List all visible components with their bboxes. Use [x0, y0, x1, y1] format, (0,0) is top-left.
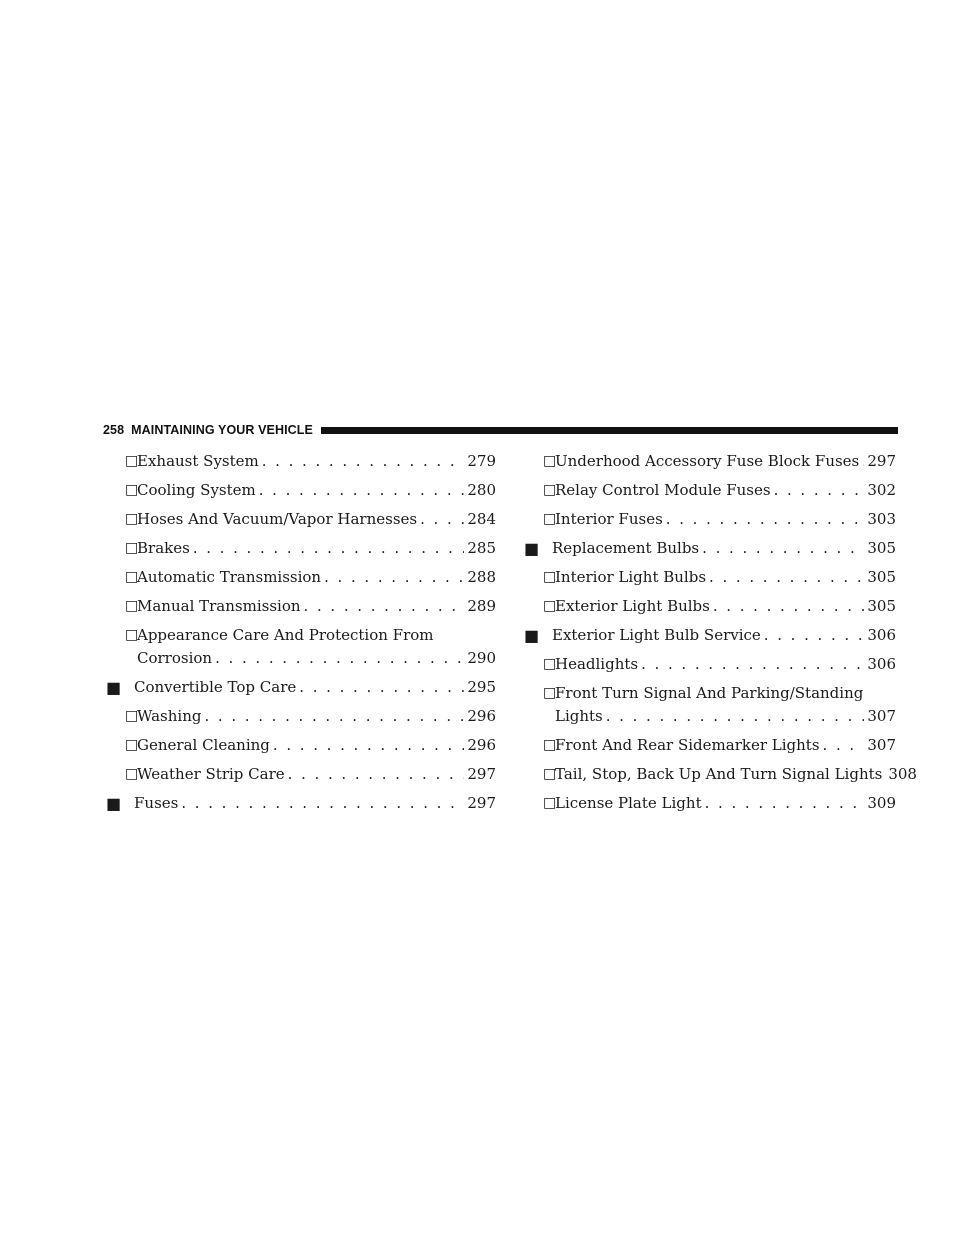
toc-entry-title: Exhaust System	[137, 452, 259, 470]
dot-leader	[713, 595, 865, 618]
toc-entry[interactable]	[104, 763, 496, 786]
toc-entry[interactable]	[522, 508, 896, 531]
toc-entry-title: Automatic Transmission	[137, 568, 322, 586]
toc-entry-page: 309	[867, 794, 896, 812]
filled-square-bullet-icon: ■	[106, 678, 122, 697]
toc-entry-line	[137, 595, 496, 618]
toc-entry[interactable]	[104, 508, 496, 531]
toc-entry-line	[137, 566, 496, 589]
dot-leader	[774, 479, 865, 502]
toc-entry-line	[555, 479, 896, 502]
toc-entry-page: 297	[467, 794, 496, 812]
toc-entry-title: Interior Light Bulbs	[555, 568, 707, 586]
toc-entry-title: Interior Fuses	[555, 510, 663, 528]
toc-entry[interactable]	[104, 595, 496, 618]
toc-entry-page: 306	[867, 626, 896, 644]
section-title: MAINTAINING YOUR VEHICLE	[131, 423, 313, 437]
hollow-square-bullet-icon: □	[543, 569, 557, 585]
toc-entry[interactable]	[522, 653, 896, 676]
toc-entry-title: Fuses	[134, 794, 179, 812]
dot-leader	[273, 734, 464, 757]
dot-leader	[181, 792, 464, 815]
toc-entry-title-line1: Front Turn Signal And Parking/Standing	[555, 684, 864, 702]
toc-entry-title: Lights	[555, 707, 603, 725]
toc-entry-page: 305	[867, 539, 896, 557]
toc-entry-page: 307	[867, 707, 896, 725]
toc-entry-line	[555, 508, 896, 531]
toc-entry[interactable]	[104, 537, 496, 560]
toc-entry[interactable]	[522, 595, 896, 618]
dot-leader	[666, 508, 865, 531]
toc-entry-title: Relay Control Module Fuses	[555, 481, 771, 499]
toc-entry-title: Underhood Accessory Fuse Block Fuses	[555, 452, 860, 470]
toc-column-left	[104, 450, 496, 821]
toc-entry-page: 302	[867, 481, 896, 499]
toc-entry-title: Tail, Stop, Back Up And Turn Signal Lights	[555, 765, 883, 783]
toc-entry-line	[555, 595, 896, 618]
toc-entry-page: 289	[467, 597, 496, 615]
toc-entry[interactable]	[522, 763, 917, 786]
toc-entry[interactable]	[104, 450, 496, 473]
toc-entry-line	[137, 705, 496, 728]
dot-leader	[204, 705, 464, 728]
toc-entry[interactable]	[104, 792, 496, 815]
toc-column-right	[522, 450, 917, 821]
toc-entry[interactable]	[104, 734, 496, 757]
toc-entry-title: Headlights	[555, 655, 639, 673]
toc-entry-line	[555, 450, 896, 473]
toc-entry-line	[552, 624, 896, 647]
toc-entry-line	[555, 566, 896, 589]
toc-entry-line	[134, 676, 496, 699]
toc-entry-page: 279	[467, 452, 496, 470]
dot-leader	[215, 647, 464, 670]
toc-entry-page: 284	[467, 510, 496, 528]
page-header	[103, 422, 898, 438]
toc-entry-title-line1: Appearance Care And Protection From	[137, 626, 434, 644]
dot-leader	[324, 566, 464, 589]
toc-entry-page: 280	[467, 481, 496, 499]
hollow-square-bullet-icon: □	[125, 627, 139, 643]
toc-entry-line	[137, 450, 496, 473]
toc-entry-line	[137, 647, 496, 670]
toc-entry-title: License Plate Light	[555, 794, 702, 812]
toc-entry-page: 295	[467, 678, 496, 696]
dot-leader	[823, 734, 865, 757]
toc-entry-title: Convertible Top Care	[134, 678, 297, 696]
toc-entry-page: 285	[467, 539, 496, 557]
toc-entry-line	[137, 479, 496, 502]
dot-leader	[606, 705, 865, 728]
dot-leader	[702, 537, 864, 560]
toc-entry[interactable]	[522, 450, 896, 473]
toc-entry[interactable]	[522, 682, 896, 728]
toc-entry-title: Front And Rear Sidemarker Lights	[555, 736, 820, 754]
toc-entry-line	[137, 508, 496, 531]
toc-entry-line	[555, 734, 896, 757]
toc-entry[interactable]	[104, 676, 496, 699]
dot-leader	[705, 792, 865, 815]
toc-entry[interactable]	[522, 734, 896, 757]
hollow-square-bullet-icon: □	[543, 795, 557, 811]
toc-entry-page: 303	[867, 510, 896, 528]
toc-entry-line	[137, 734, 496, 757]
hollow-square-bullet-icon: □	[125, 737, 139, 753]
hollow-square-bullet-icon: □	[125, 569, 139, 585]
toc-entry[interactable]	[522, 537, 896, 560]
toc-entry-page: 297	[867, 452, 896, 470]
hollow-square-bullet-icon: □	[543, 482, 557, 498]
filled-square-bullet-icon: ■	[524, 626, 540, 645]
page-number: 258	[103, 423, 125, 437]
toc-entry-title: Manual Transmission	[137, 597, 301, 615]
hollow-square-bullet-icon: □	[543, 685, 557, 701]
toc-entry-title: Exterior Light Bulbs	[555, 597, 710, 615]
toc-entry-title: Replacement Bulbs	[552, 539, 700, 557]
dot-leader	[709, 566, 864, 589]
hollow-square-bullet-icon: □	[543, 598, 557, 614]
toc-entry-title: Corrosion	[137, 649, 213, 667]
toc-entry-title: Weather Strip Care	[137, 765, 285, 783]
toc-entry-line	[137, 763, 496, 786]
toc-entry[interactable]	[522, 624, 896, 647]
toc-entry-line	[555, 705, 896, 728]
dot-leader	[862, 450, 864, 473]
toc-entry-page: 288	[467, 568, 496, 586]
dot-leader	[304, 595, 465, 618]
hollow-square-bullet-icon: □	[125, 708, 139, 724]
dot-leader	[288, 763, 465, 786]
dot-leader	[299, 676, 464, 699]
dot-leader	[420, 508, 464, 531]
toc-entry-page: 297	[467, 765, 496, 783]
toc-entry-page: 305	[867, 597, 896, 615]
filled-square-bullet-icon: ■	[106, 794, 122, 813]
toc-entry[interactable]	[522, 566, 896, 589]
hollow-square-bullet-icon: □	[543, 511, 557, 527]
toc-entry-page: 296	[467, 707, 496, 725]
toc-entry-title: Washing	[137, 707, 202, 725]
dot-leader	[262, 450, 465, 473]
hollow-square-bullet-icon: □	[125, 453, 139, 469]
toc-entry-title: Cooling System	[137, 481, 256, 499]
hollow-square-bullet-icon: □	[125, 511, 139, 527]
toc-entry-page: 305	[867, 568, 896, 586]
dot-leader	[193, 537, 465, 560]
toc-entry-line	[137, 537, 496, 560]
toc-entry-line	[555, 792, 896, 815]
filled-square-bullet-icon: ■	[524, 539, 540, 558]
toc-entry-page: 290	[467, 649, 496, 667]
toc-entry-line	[552, 537, 896, 560]
toc-entry-page: 307	[867, 736, 896, 754]
toc-entry[interactable]	[522, 792, 896, 815]
toc-entry[interactable]	[104, 566, 496, 589]
hollow-square-bullet-icon: □	[125, 598, 139, 614]
toc-entry-title: Exterior Light Bulb Service	[552, 626, 761, 644]
dot-leader	[259, 479, 465, 502]
toc-entry[interactable]	[104, 705, 496, 728]
hollow-square-bullet-icon: □	[125, 766, 139, 782]
toc-entry[interactable]	[522, 479, 896, 502]
toc-entry[interactable]	[104, 479, 496, 502]
toc-entry-page: 308	[888, 765, 917, 783]
toc-entry-title: Hoses And Vacuum/Vapor Harnesses	[137, 510, 418, 528]
toc-entry-page: 296	[467, 736, 496, 754]
hollow-square-bullet-icon: □	[543, 766, 557, 782]
dot-leader	[764, 624, 865, 647]
hollow-square-bullet-icon: □	[125, 540, 139, 556]
toc-entry-line	[134, 792, 496, 815]
header-rule	[321, 427, 898, 434]
dot-leader	[641, 653, 864, 676]
toc-entry-title: General Cleaning	[137, 736, 270, 754]
toc-entry[interactable]	[104, 624, 496, 670]
toc-entry-line	[555, 763, 917, 786]
toc-entry-line	[555, 653, 896, 676]
hollow-square-bullet-icon: □	[543, 737, 557, 753]
hollow-square-bullet-icon: □	[543, 656, 557, 672]
hollow-square-bullet-icon: □	[543, 453, 557, 469]
toc-entry-page: 306	[867, 655, 896, 673]
hollow-square-bullet-icon: □	[125, 482, 139, 498]
toc-entry-title: Brakes	[137, 539, 190, 557]
